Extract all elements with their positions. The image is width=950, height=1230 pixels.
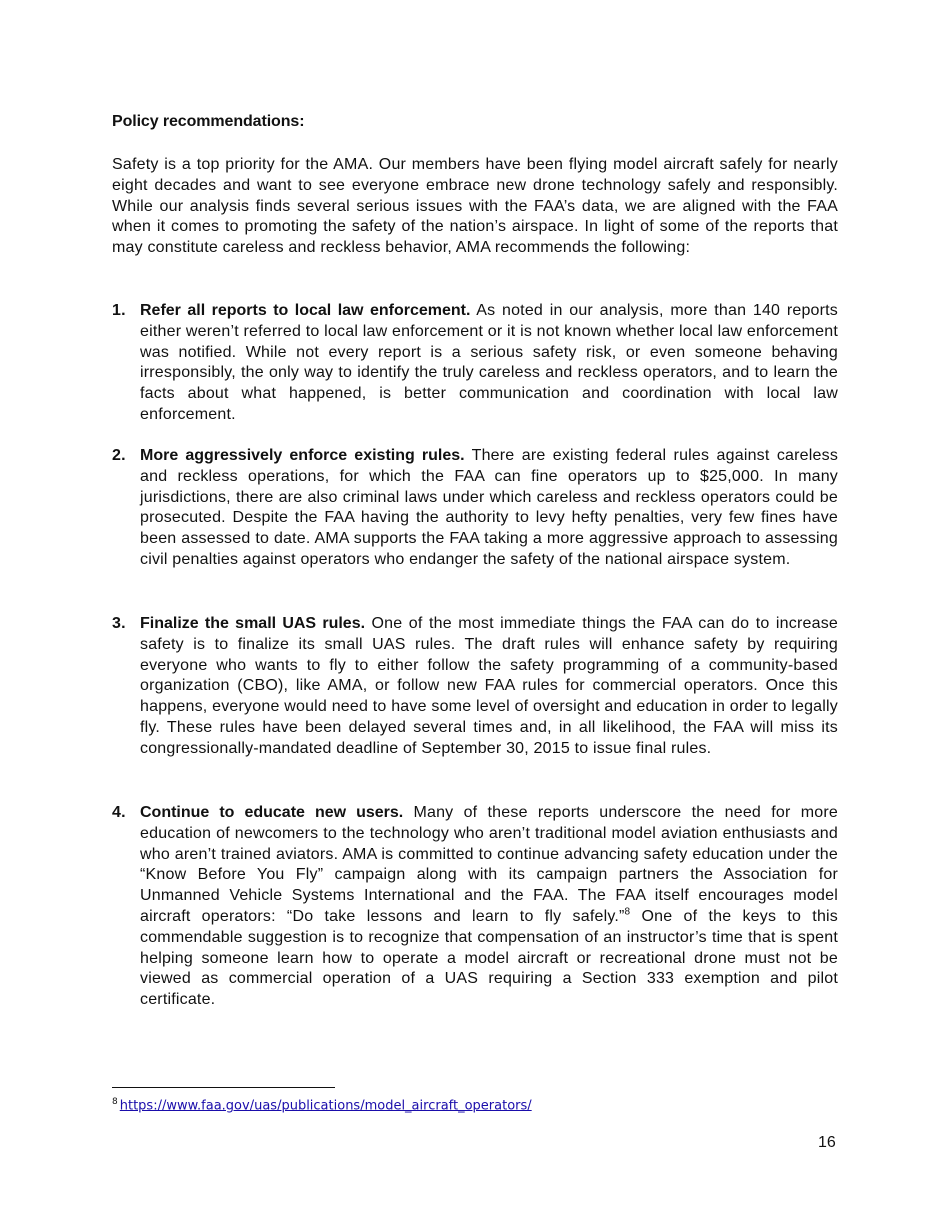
recommendation-item-4 [112, 803, 838, 1011]
footnote [112, 1097, 532, 1113]
item-text: There are existing federal rules against careless and reckless operations, for which the FAA can fine operators up to $25,000. In many jurisdictions, there are also criminal laws under which careless and reckless operators could be prosecuted. Despite the FAA having the authority to levy hefty penalties, very few fines have been assessed to date. AMA supports the FAA taking a more aggressive approach to assessing civil penalties against operators who endanger the safety of the national airspace system. [140, 447, 839, 568]
item-number: 1. [112, 302, 126, 319]
item-number: 4. [112, 804, 126, 821]
intro-paragraph: Safety is a top priority for the AMA. Our members have been flying model aircraft safely for nearly eight decades and want to see everyone embrace new drone technology safely and responsibly. While our analysis finds several serious issues with the FAA’s data, we are aligned with the FAA when it comes to promoting the safety of the nation’s airspace. In light of some of the reports that may constitute careless and reckless behavior, AMA recommends the following: [112, 156, 838, 257]
item-lead: Finalize the small UAS rules. [140, 615, 366, 632]
footnote-divider [112, 1087, 335, 1088]
recommendation-item-1 [112, 301, 838, 426]
recommendation-item-2 [112, 446, 838, 571]
item-lead: Continue to educate new users. [140, 804, 404, 821]
footnote-number: 8 [112, 1097, 118, 1107]
footnote-link[interactable]: https://www.faa.gov/uas/publications/model_aircraft_operators/ [119, 1098, 532, 1114]
item-text: One of the most immediate things the FAA can do to increase safety is to finalize its small UAS rules. The draft rules will enhance safety by requiring everyone who wants to fly to either follow the safety programming of a community-based organization (CBO), like AMA, or follow new FAA rules for commercial operators. Once this happens, everyone would need to have some level of oversight and education in order to legally fly. These rules have been delayed several times and, in all likelihood, the FAA will miss its congressionally-mandated deadline of September 30, 2015 to issue final rules. [140, 615, 838, 757]
item-number: 2. [112, 447, 126, 464]
section-heading: Policy recommendations: [112, 113, 305, 130]
item-number: 3. [112, 615, 126, 632]
item-text: As noted in our analysis, more than 140 reports either weren’t referred to local law enforcement or it is not known whether local law enforcement was notified. While not every report is a serious safety risk, or even someone behaving irresponsibly, the only way to identify the truly careless and reckless operators, and to learn the facts about what happened, is better communication and coordination with local law enforcement. [140, 302, 839, 423]
recommendation-item-3 [112, 614, 838, 760]
page-number: 16 [818, 1134, 836, 1151]
item-text: Many of these reports underscore the need for more education of newcomers to the technology who aren’t traditional model aviation enthusiasts and who aren’t trained aviators. AMA is committed to continue advancing safety education under the “Know Before You Fly” campaign along with its campaign partners the Association for Unmanned Vehicle Systems International and the FAA. The FAA itself encourages model aircraft operators: “Do take lessons and learn to fly safely.” [140, 804, 838, 925]
item-lead: More aggressively enforce existing rules. [140, 447, 465, 464]
item-lead: Refer all reports to local law enforcement. [140, 302, 471, 319]
footnote-reference[interactable]: 8 [624, 906, 631, 918]
item-text-continued: One of the keys to this commendable suggestion is to recognize that compensation of an instructor’s time that is spent helping someone learn how to operate a model aircraft or recreational drone must not be viewed as commercial operation of a UAS requiring a Section 333 exemption and pilot certificate. [140, 907, 838, 1009]
